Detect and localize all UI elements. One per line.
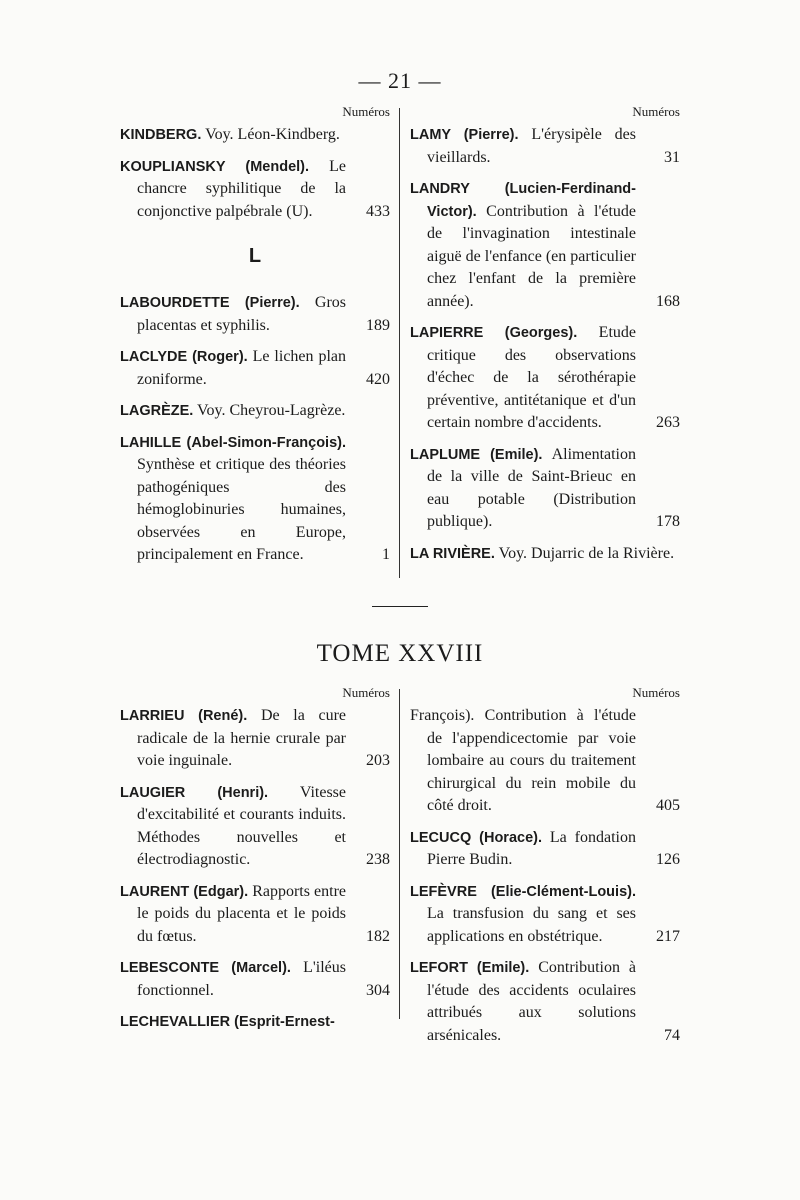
entry-title: Contribution à l'étude de l'invagination intestinale aiguë de l'enfance (en particulier chez l'enfant de la première année).: [427, 202, 636, 310]
entry-text: [410, 543, 680, 566]
author-name: LAPIERRE (Georges).: [410, 325, 578, 341]
index-entry: [410, 124, 680, 169]
entry-title: Synthèse et critique des théories pathogéniques des hémoglobinuries humaines, observées en Europe, principalement en France.: [137, 456, 346, 563]
index-entry: [120, 705, 390, 773]
author-name: LAPLUME (Emile).: [410, 446, 543, 463]
entry-number: 31: [660, 147, 680, 170]
entry-number: 182: [362, 926, 390, 949]
author-name: LAURENT (Edgar).: [120, 883, 249, 900]
index-entry: [410, 322, 680, 435]
author-name: LEFÈVRE (Elie-Clément-Louis).: [410, 883, 636, 900]
entry-title: Vitesse d'excitabilité et courants induits. Méthodes nouvelles et électrodiagnostic.: [137, 783, 346, 868]
entry-title: Alimentation de la ville de Saint-Brieuc en eau potable (Distribution publique).: [427, 445, 636, 530]
entry-title: Voy. Dujarric de la Rivière.: [494, 544, 675, 562]
index-entry: [410, 827, 680, 872]
entry-text: [410, 322, 680, 435]
index-entry: [410, 881, 680, 949]
entry-text: [120, 432, 390, 567]
entry-title: De la cure radicale de la hernie crurale par voie inguinale.: [137, 707, 346, 769]
index-column-left: [120, 104, 390, 576]
entry-text: [410, 705, 680, 818]
index-column-left: [120, 685, 390, 1043]
entry-number: 238: [362, 849, 390, 872]
numeros-header: Numéros: [342, 104, 390, 119]
entry-text: [410, 444, 680, 534]
author-name: KINDBERG.: [120, 127, 202, 143]
index-section-tome-xxvii: [0, 104, 800, 584]
entry-number: 1: [378, 544, 390, 567]
index-entry: [120, 346, 390, 391]
index-entry: [120, 957, 390, 1002]
index-entry: [120, 782, 390, 872]
author-name: LEBESCONTE (Marcel).: [120, 960, 291, 976]
index-entry: [410, 444, 680, 534]
entry-title: Voy. Cheyrou-Lagrèze.: [193, 402, 346, 419]
entry-number: 178: [652, 511, 680, 534]
entry-title: Gros placentas et syphilis.: [137, 294, 346, 334]
author-name: LA RIVIÈRE.: [410, 545, 495, 562]
author-name: LACLYDE (Roger).: [120, 349, 248, 365]
entry-number: 74: [660, 1025, 680, 1048]
entry-text: [410, 178, 680, 313]
entry-number: 433: [362, 201, 390, 224]
author-name: LARRIEU (René).: [120, 708, 248, 724]
column-divider: [399, 689, 400, 1019]
entry-text: [120, 957, 390, 1002]
index-entry: [120, 400, 390, 423]
entry-title: La transfusion du sang et ses applications en obstétrique.: [427, 905, 636, 945]
entry-title: Rapports entre le poids du placenta et le poids du fœtus.: [137, 882, 346, 945]
author-name: LEFORT (Emile).: [410, 960, 530, 976]
letter-heading: L: [248, 245, 262, 267]
entry-text: [120, 156, 390, 224]
author-name: KOUPLIANSKY (Mendel).: [120, 158, 310, 175]
index-column-right: [410, 104, 680, 574]
entry-number: 405: [652, 795, 680, 818]
tome-title: TOME XXVIII: [316, 640, 484, 667]
page-number: — 21 —: [358, 68, 442, 93]
entry-number: 168: [652, 291, 680, 314]
entry-title: L'érysipèle des vieillards.: [427, 126, 636, 166]
index-entry: [410, 178, 680, 313]
entry-title: Le lichen plan zoniforme.: [137, 348, 347, 388]
entry-title: Le chancre syphilitique de la conjonctive palpébrale (U).: [137, 157, 346, 220]
index-entry: [120, 124, 390, 147]
index-column-right: [410, 685, 680, 1056]
entry-number: 189: [362, 315, 390, 338]
entry-title: Voy. Léon-Kindberg.: [201, 126, 340, 143]
entry-title: Contribution à l'étude des accidents oculaires attribués aux solutions arsénicales.: [427, 959, 636, 1044]
entry-text: [120, 124, 390, 147]
index-entry: [410, 543, 680, 566]
numeros-header: Numéros: [632, 104, 680, 119]
entry-title: Etude critique des observations d'échec de la sérothérapie préventive, antitétanique et d'un certain nombre d'accidents.: [427, 324, 636, 431]
entry-text: [410, 881, 680, 949]
author-name: LAUGIER (Henri).: [120, 784, 269, 801]
entry-text: [120, 346, 390, 391]
column-divider: [399, 108, 400, 578]
index-entry: [410, 705, 680, 818]
index-entry: [120, 292, 390, 337]
entry-number: 263: [652, 412, 680, 435]
entry-number: 217: [652, 926, 680, 949]
entry-text: [410, 124, 680, 169]
entry-text: [120, 1011, 390, 1034]
numeros-header: Numéros: [342, 685, 390, 700]
entry-text: [120, 881, 390, 949]
entry-number: 304: [362, 980, 390, 1003]
author-name: LAMY (Pierre).: [410, 127, 519, 143]
index-entry: [120, 1011, 390, 1034]
numeros-header: Numéros: [632, 685, 680, 700]
index-entry: [120, 432, 390, 567]
entry-text: [410, 827, 680, 872]
entry-title: La fondation Pierre Budin.: [427, 828, 636, 868]
index-entry: [410, 957, 680, 1047]
author-name: LANDRY (Lucien-Ferdinand-Victor).: [410, 181, 636, 220]
author-name: LABOURDETTE (Pierre).: [120, 295, 300, 311]
entry-text: [120, 292, 390, 337]
author-name: LAGRÈZE.: [120, 403, 194, 419]
author-name: LAHILLE (Abel-Simon-François).: [120, 434, 346, 451]
entry-number: 126: [652, 849, 680, 872]
entry-text: [120, 705, 390, 773]
entry-title: François). Contribution à l'étude de l'appendicectomie par voie lombaire au cours du traitement chirurgical du rein mobile du côté droit.: [410, 707, 636, 814]
author-name: LECUCQ (Horace).: [410, 829, 542, 846]
entry-text: [120, 782, 390, 872]
section-rule: [372, 606, 428, 607]
index-entry: [120, 156, 390, 224]
entry-title: L'iléus fonctionnel.: [137, 959, 346, 999]
entry-text: [120, 400, 390, 423]
entry-text: [410, 957, 680, 1047]
index-section-tome-xxviii: [0, 685, 800, 1044]
index-entry: [120, 881, 390, 949]
entry-number: 420: [362, 369, 390, 392]
author-name: LECHEVALLIER (Esprit-Ernest-: [120, 1014, 335, 1030]
entry-number: 203: [362, 750, 390, 773]
